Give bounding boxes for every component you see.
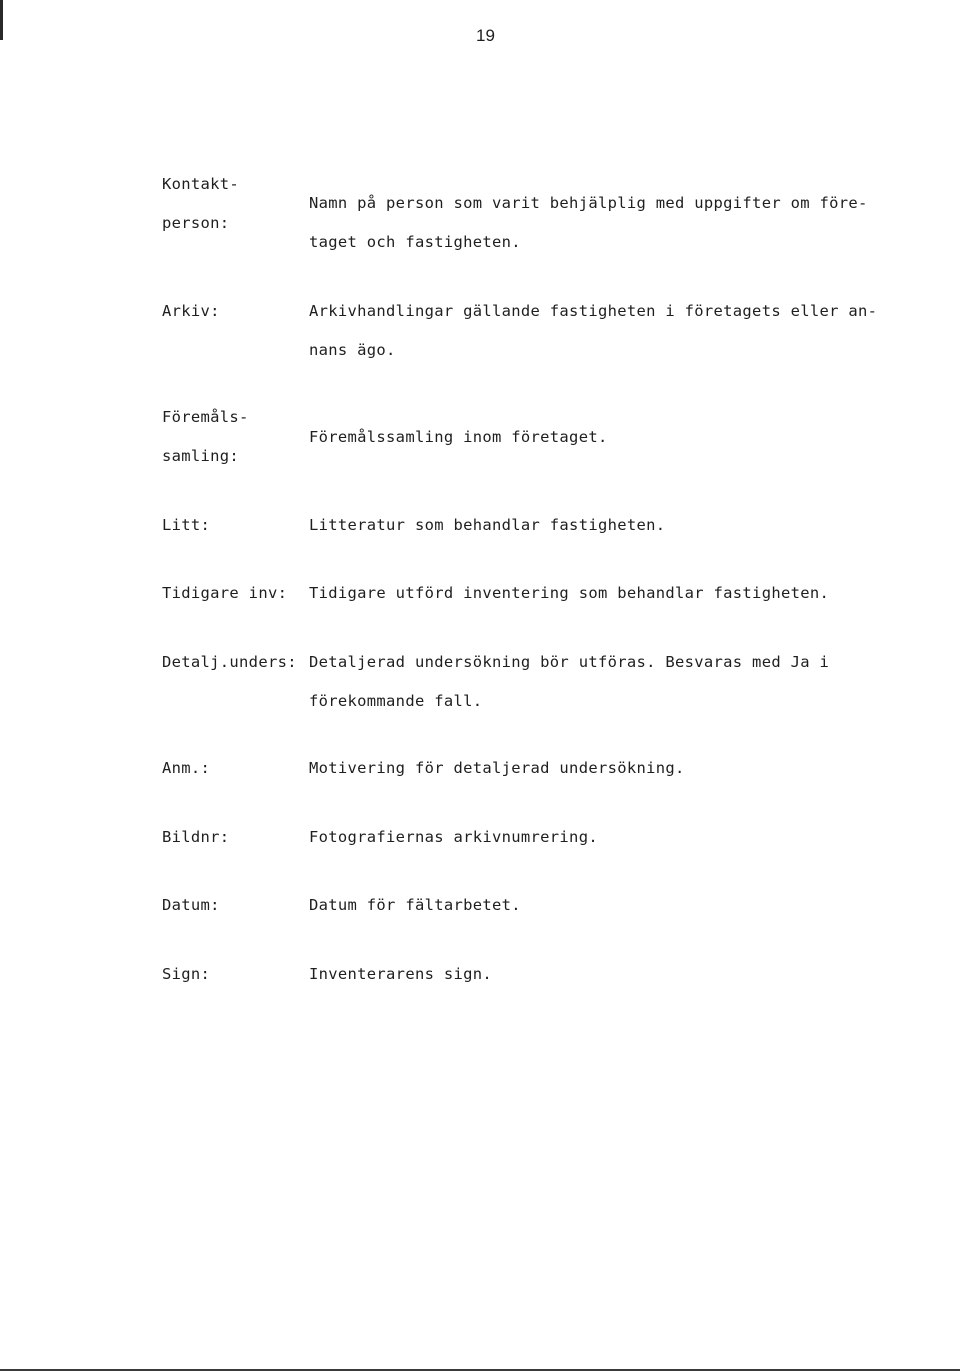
- entry-tidigare-inv: [162, 565, 902, 624]
- entry-def-line: förekommande fall.: [309, 691, 483, 710]
- entry-term-line: Litt:: [162, 515, 211, 534]
- entry-def-line: Litteratur som behandlar fastigheten.: [309, 515, 666, 534]
- definition-list: [162, 155, 902, 1004]
- entry-arkiv: [162, 282, 902, 380]
- entry-definition: [309, 389, 902, 487]
- entry-definition: [309, 282, 902, 380]
- entry-term: [162, 389, 309, 487]
- entry-definition: [309, 877, 902, 936]
- entry-def-line: Tidigare utförd inventering som behandlar fastigheten.: [309, 584, 830, 602]
- entry-term-line: Kontakt-: [162, 174, 240, 193]
- entry-term-line: Föremåls-: [162, 408, 249, 426]
- entry-def-line: Namn på person som varit behjälplig med uppgifter om före-: [309, 194, 868, 212]
- entry-term: [162, 808, 309, 867]
- entry-definition: [309, 633, 902, 731]
- page-number: 19: [476, 26, 495, 45]
- entry-def-line: Arkivhandlingar gällande fastigheten i företagets eller an-: [309, 301, 878, 320]
- entry-term: [162, 565, 309, 624]
- entry-term: [162, 633, 309, 731]
- entry-definition: [309, 155, 902, 272]
- entry-def-line: Motivering för detaljerad undersökning.: [309, 759, 685, 777]
- entry-definition: [309, 808, 902, 867]
- entry-term-line: Tidigare inv:: [162, 584, 288, 602]
- entry-term: [162, 740, 309, 799]
- entry-foremalssamling: [162, 389, 902, 487]
- entry-def-line: taget och fastigheten.: [309, 233, 521, 251]
- entry-sign: [162, 945, 902, 1004]
- entry-term-line: Datum:: [162, 896, 220, 914]
- entry-term: [162, 877, 309, 936]
- entry-term-line: Detalj.unders:: [162, 652, 297, 671]
- entry-def-line: Föremålssamling inom företaget.: [309, 427, 608, 446]
- entry-anm: [162, 740, 902, 799]
- entry-def-line: Fotografiernas arkivnumrering.: [309, 827, 598, 846]
- entry-litt: [162, 496, 902, 555]
- entry-term: [162, 155, 309, 272]
- entry-detalj-unders: [162, 633, 902, 731]
- entry-definition: [309, 496, 902, 555]
- entry-bildnr: [162, 808, 902, 867]
- entry-term-line: person:: [162, 213, 230, 232]
- entry-term: [162, 282, 309, 380]
- entry-kontaktperson: [162, 155, 902, 272]
- entry-term-line: Bildnr:: [162, 827, 230, 846]
- entry-term-line: Sign:: [162, 964, 211, 983]
- entry-def-line: Datum för fältarbetet.: [309, 896, 521, 914]
- entry-definition: [309, 740, 902, 799]
- entry-term-line: samling:: [162, 447, 240, 465]
- entry-term: [162, 496, 309, 555]
- entry-term-line: Anm.:: [162, 759, 211, 777]
- entry-term: [162, 945, 309, 1004]
- entry-datum: [162, 877, 902, 936]
- scan-edge-mark: [0, 0, 3, 40]
- entry-def-line: Inventerarens sign.: [309, 964, 493, 983]
- entry-term-line: Arkiv:: [162, 301, 220, 320]
- entry-def-line: Detaljerad undersökning bör utföras. Besvaras med Ja i: [309, 652, 830, 671]
- entry-def-line: nans ägo.: [309, 340, 396, 359]
- entry-definition: [309, 945, 902, 1004]
- entry-definition: [309, 565, 902, 624]
